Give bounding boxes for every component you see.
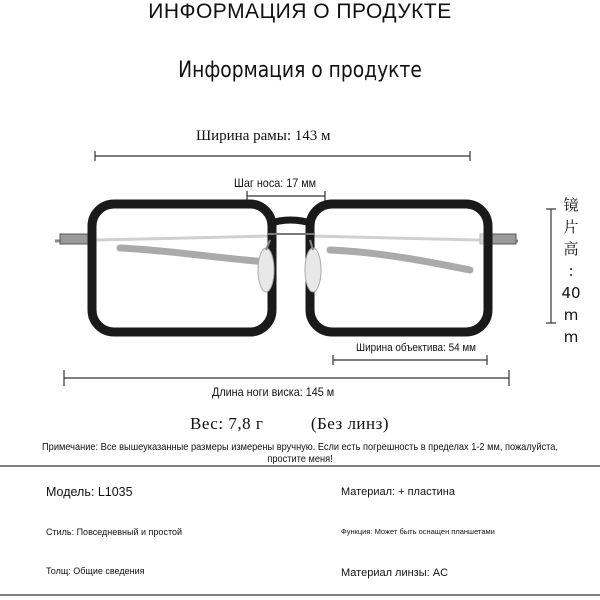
- right-nose-pad: [305, 248, 321, 292]
- bridge-label: Шаг носа: 17 мм: [234, 176, 317, 190]
- spec-material: Материал: + пластина: [341, 486, 455, 498]
- measurement-note: Примечание: Все вышеуказанные размеры измерены вручную. Если есть погрешность в пределах 1-2 мм, пожалуйста, простите меня!: [42, 441, 558, 465]
- left-lens-frame: [92, 204, 272, 332]
- bridge: [268, 220, 314, 224]
- right-lens-frame: [310, 204, 488, 332]
- spec-function: Функция: Может быть оснащен планшетами: [341, 527, 495, 536]
- weight-note: (Без линз): [310, 414, 390, 433]
- lens-width-label: Ширина объектива: 54 мм: [356, 342, 476, 354]
- lens-height-char: m: [563, 306, 579, 324]
- lens-height-char: 高: [563, 240, 579, 258]
- section-title: Информация о продукте: [178, 58, 422, 83]
- frame-width-label: Ширина рамы: 143 м: [196, 128, 331, 144]
- spec-thickness: Толщ: Общие сведения: [46, 566, 145, 576]
- spec-style: Стиль: Повседневный и простой: [46, 527, 182, 537]
- page-title: ИНФОРМАЦИЯ О ПРОДУКТЕ: [148, 0, 452, 23]
- weight-value: Вес: 7,8 г: [190, 414, 264, 433]
- lens-height-char: m: [563, 328, 579, 346]
- spec-lens-material: Материал линзы: AC: [341, 567, 449, 579]
- temple-length-label: Длина ноги виска: 145 м: [212, 385, 335, 399]
- lens-height-char: 40: [561, 284, 581, 302]
- lens-height-char: :: [568, 262, 574, 280]
- spec-model: Модель: L1035: [46, 485, 133, 499]
- weight-row: [190, 414, 389, 434]
- left-nose-pad: [258, 248, 274, 292]
- lens-height-char: 镜: [563, 196, 579, 214]
- lens-height-char: 片: [563, 218, 579, 236]
